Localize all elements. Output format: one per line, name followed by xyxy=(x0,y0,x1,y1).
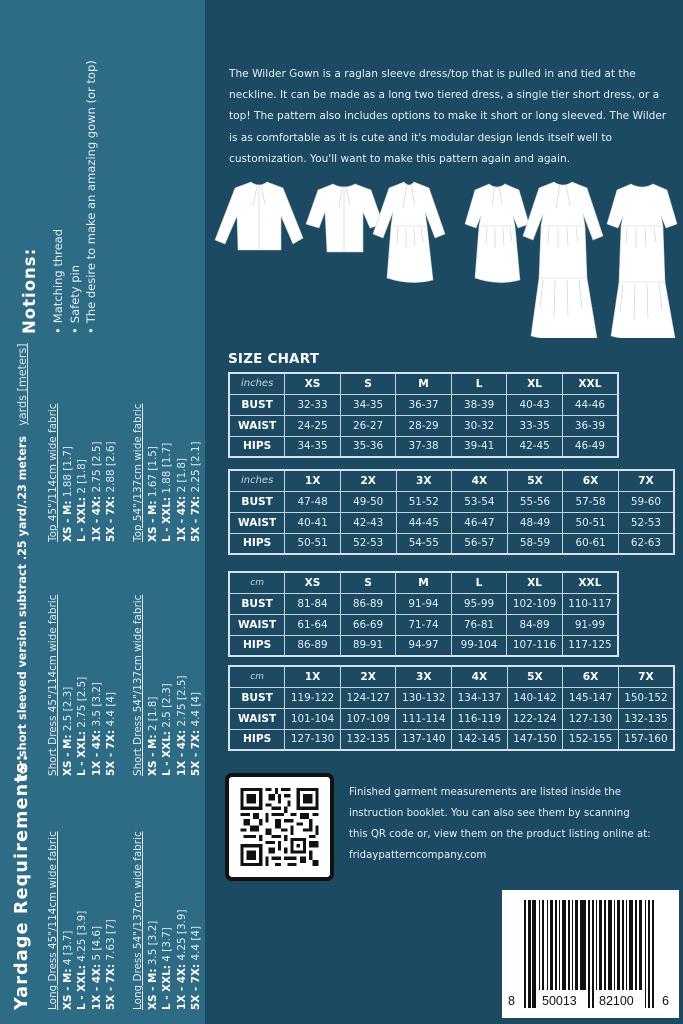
barcode-digit-prefix: 8 xyxy=(508,994,515,1008)
table-header-row xyxy=(229,373,618,394)
short-sleeve-note: for short sleeved version subtract .25 yard/.23 meters xyxy=(16,435,29,779)
table-row: BUST 32-33 34-35 36-37 38-39 40-43 44-46 xyxy=(229,394,618,415)
yardage-row: 1X - 4X: 5 [4.6] xyxy=(90,925,103,1010)
yardage-row: XS - M: 3.5 [3.2] xyxy=(146,920,159,1010)
fabric-heading: Top 54"/137cm wide fabric xyxy=(132,403,144,542)
notions-title: Notions: xyxy=(20,247,39,334)
fabric-heading: Short Dress 54"/137cm wide fabric xyxy=(132,594,144,776)
qr-code[interactable] xyxy=(225,773,334,881)
size-header: S xyxy=(340,373,396,394)
table-header-row: inches 1X 2X 3X 4X 5X 6X 7X xyxy=(229,470,674,491)
table-row: BUST 81-84 86-89 91-94 95-99 102-109 110-117 xyxy=(229,593,618,614)
yardage-row: 1X - 4X: 4.25 [3.9] xyxy=(175,909,188,1010)
yardage-row: 5X - 7X: 4.4 [4] xyxy=(190,691,203,776)
table-row: WAIST 61-64 66-69 71-74 76-81 84-89 91-99 xyxy=(229,614,618,635)
yardage-row: 5X - 7X: 7.63 [7] xyxy=(105,919,118,1010)
fabric-block-short-54 xyxy=(131,595,204,776)
size-header: XXL xyxy=(562,373,618,394)
yardage-row: 5X - 7X: 2.25 [2.1] xyxy=(190,441,203,542)
garment-short-sleeve-long-dress-icon xyxy=(607,184,677,338)
garment-long-sleeve-long-dress-icon xyxy=(523,182,603,338)
website-link[interactable]: fridaypatterncompany.com xyxy=(349,850,487,861)
fabric-block-long-54 xyxy=(131,831,204,1010)
yardage-row: 1X - 4X: 2.75 [2.5] xyxy=(90,441,103,542)
fabric-block-long-45 xyxy=(46,831,119,1010)
yardage-row: L - XXL: 4 [3.7] xyxy=(161,927,174,1010)
yardage-row: 1X - 4X: 2.75 [2.5] xyxy=(175,675,188,776)
table-header-row: cm 1X 2X 3X 4X 5X 6X 7X xyxy=(229,666,674,687)
yardage-row: L - XXL: 1.88 [1.7] xyxy=(161,442,174,542)
yardage-title: Yardage Requirements: xyxy=(12,753,32,1010)
yardage-note xyxy=(16,343,29,779)
units-label: yards [meters] xyxy=(16,343,29,426)
size-table-cm-standard xyxy=(228,571,619,657)
yardage-row: XS - M: 1.67 [1.5] xyxy=(146,446,159,542)
yardage-row: 5X - 7X: 4.4 [4] xyxy=(105,691,118,776)
yardage-row: XS - M: 2.5 [2.3] xyxy=(61,686,74,776)
garment-short-sleeve-short-dress-icon xyxy=(465,184,529,283)
yardage-row: XS - M: 1.88 [1.7] xyxy=(61,446,74,542)
garment-long-sleeve-short-dress-icon xyxy=(373,182,445,283)
yardage-row: 5X - 7X: 4.4 [4] xyxy=(190,925,203,1010)
fabric-heading: Long Dress 45"/114cm wide fabric xyxy=(47,831,59,1010)
barcode-digits-left: 50013 xyxy=(542,994,577,1008)
yardage-row: L - XXL: 4.25 [3.9] xyxy=(76,910,89,1010)
table-row: HIPS 86-89 89-91 94-97 99-104 107-116 117-125 xyxy=(229,635,618,656)
yardage-row: 1X - 4X: 3.5 [3.2] xyxy=(90,682,103,776)
notion-item: • The desire to make an amazing gown (or top) xyxy=(83,60,100,334)
unit-label: cm xyxy=(229,572,285,593)
unit-label: inches xyxy=(229,373,285,394)
size-header: L xyxy=(451,373,507,394)
size-table-inches-standard xyxy=(228,372,619,458)
qr-description: Finished garment measurements are listed inside the instruction booklet. You can also see them by scanning this QR code or, view them on the product listing online at: fridaypatterncompany.com xyxy=(349,782,679,866)
table-row: WAIST 101-104 107-109 111-114 116-119 122-124 127-130 132-135 xyxy=(229,708,674,729)
table-row: HIPS 127-130 132-135 137-140 142-145 147-150 152-155 157-160 xyxy=(229,729,674,750)
notions-list xyxy=(50,60,100,334)
qr-code-icon xyxy=(240,788,319,866)
table-row: HIPS 34-35 35-36 37-38 39-41 42-45 46-49 xyxy=(229,436,618,457)
table-row: WAIST 40-41 42-43 44-45 46-47 48-49 50-51 52-53 xyxy=(229,512,674,533)
fabric-heading: Long Dress 54"/137cm wide fabric xyxy=(132,831,144,1010)
fabric-block-short-45 xyxy=(46,595,119,776)
yardage-row: XS - M: 4 [3.7] xyxy=(61,930,74,1010)
size-header: XL xyxy=(507,373,563,394)
yardage-row: XS - M: 2 [1.8] xyxy=(146,696,159,776)
size-table-inches-plus xyxy=(228,469,675,555)
size-table-cm-plus xyxy=(228,665,675,751)
table-row: BUST 47-48 49-50 51-52 53-54 55-56 57-58 59-60 xyxy=(229,491,674,512)
table-row: WAIST 24-25 26-27 28-29 30-32 33-35 36-39 xyxy=(229,415,618,436)
fabric-block-top-45 xyxy=(46,404,119,542)
unit-label: inches xyxy=(229,470,285,491)
pattern-description: The Wilder Gown is a raglan sleeve dress/top that is pulled in and tied at the neckline. It can be made as a long two tiered dress, a single tier short dress, or a top! The pattern also includes options to make it short or long sleeved. The Wilder is as comfortable as it is cute and it's modular design lends itself well to customization. You'll want to make this pattern again and again. xyxy=(229,68,667,165)
size-header: M xyxy=(396,373,452,394)
fabric-heading: Top 45"/114cm wide fabric xyxy=(47,403,59,542)
garment-long-sleeve-top-icon xyxy=(215,182,303,250)
table-row: BUST 119-122 124-127 130-132 134-137 140-142 145-147 150-152 xyxy=(229,687,674,708)
size-header: XS xyxy=(285,373,341,394)
yardage-row: L - XXL: 2.5 [2.3] xyxy=(161,683,174,776)
yardage-row: L - XXL: 2.75 [2.5] xyxy=(76,676,89,776)
barcode-check-digit: 6 xyxy=(662,994,669,1008)
size-chart-title: SIZE CHART xyxy=(228,351,320,367)
barcode-digits-right: 82100 xyxy=(599,994,634,1008)
yardage-row: L - XXL: 2 [1.8] xyxy=(76,459,89,542)
unit-label: cm xyxy=(229,666,285,687)
notion-item: • Safety pin xyxy=(67,60,84,334)
table-row: HIPS 50-51 52-53 54-55 56-57 58-59 60-61 62-63 xyxy=(229,533,674,554)
garment-illustrations xyxy=(213,178,678,338)
rotated-panel-content xyxy=(0,0,205,1024)
notion-item: • Matching thread xyxy=(50,60,67,334)
barcode xyxy=(502,890,679,1018)
garment-short-sleeve-top-icon xyxy=(306,184,383,252)
yardage-panel xyxy=(0,0,205,1024)
fabric-heading: Short Dress 45"/114cm wide fabric xyxy=(47,594,59,776)
yardage-row: 5X - 7X: 2.88 [2.6] xyxy=(105,441,118,542)
table-header-row: cm XS S M L XL XXL xyxy=(229,572,618,593)
fabric-block-top-54 xyxy=(131,404,204,542)
barcode-icon xyxy=(502,890,679,1018)
yardage-row: 1X - 4X: 2 [1.8] xyxy=(175,457,188,542)
